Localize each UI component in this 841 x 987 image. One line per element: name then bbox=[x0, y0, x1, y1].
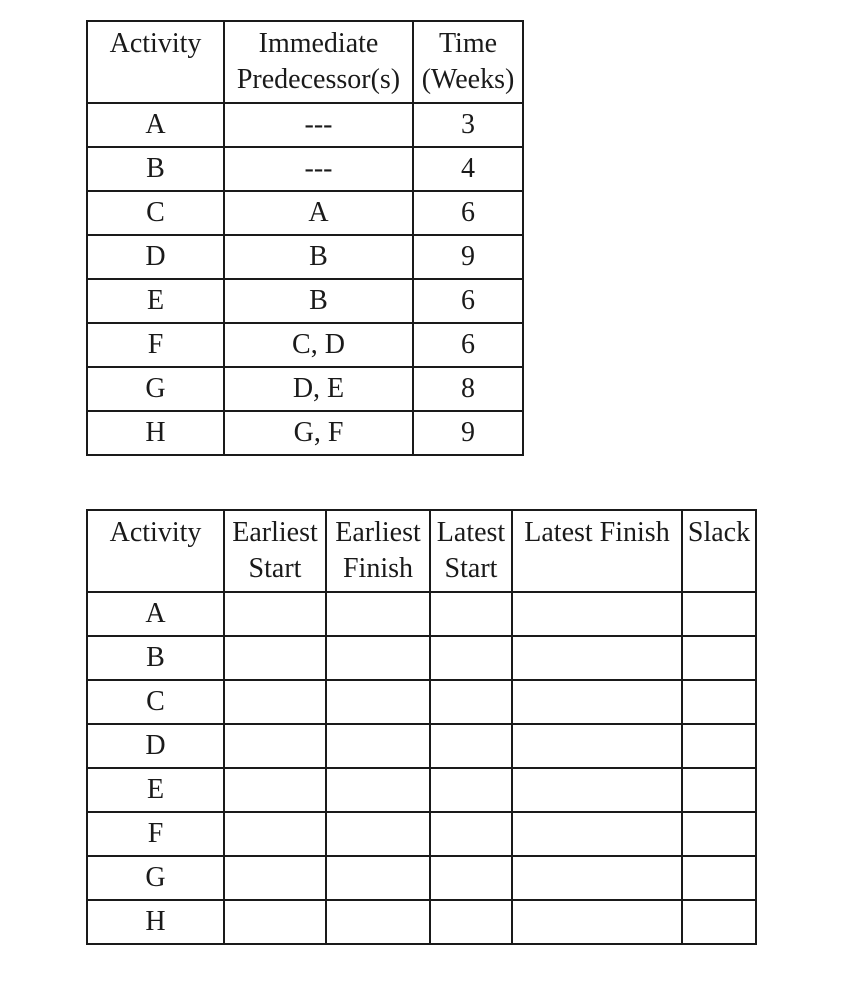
header-slack-line-1: Slack bbox=[687, 517, 751, 548]
activity-cell: D bbox=[87, 724, 224, 768]
latest-start-cell[interactable] bbox=[430, 768, 512, 812]
table-row bbox=[87, 592, 756, 636]
earliest-start-cell[interactable] bbox=[224, 900, 326, 944]
latest-start-cell[interactable] bbox=[430, 900, 512, 944]
header-ls-line-2: Start bbox=[444, 553, 498, 584]
header-earliest-start bbox=[224, 510, 326, 592]
predecessor-cell: B bbox=[224, 235, 413, 279]
earliest-finish-cell[interactable] bbox=[326, 592, 430, 636]
header-predecessors-line-2: Predecessor(s) bbox=[236, 64, 401, 95]
latest-finish-cell[interactable] bbox=[512, 724, 682, 768]
earliest-start-cell[interactable] bbox=[224, 636, 326, 680]
slack-cell[interactable] bbox=[682, 680, 756, 724]
table-row bbox=[87, 724, 756, 768]
earliest-start-cell[interactable] bbox=[224, 680, 326, 724]
table-row bbox=[87, 323, 523, 367]
header-time-line-2: (Weeks) bbox=[421, 64, 515, 95]
table-row bbox=[87, 812, 756, 856]
predecessor-cell: --- bbox=[224, 147, 413, 191]
predecessor-cell: C, D bbox=[224, 323, 413, 367]
activity-cell: C bbox=[87, 191, 224, 235]
activity-cell: H bbox=[87, 900, 224, 944]
predecessor-table bbox=[86, 20, 524, 456]
predecessor-cell: G, F bbox=[224, 411, 413, 455]
latest-finish-cell[interactable] bbox=[512, 900, 682, 944]
earliest-finish-cell[interactable] bbox=[326, 856, 430, 900]
activity-cell: B bbox=[87, 636, 224, 680]
latest-finish-cell[interactable] bbox=[512, 812, 682, 856]
latest-finish-cell[interactable] bbox=[512, 856, 682, 900]
table-row bbox=[87, 856, 756, 900]
time-cell: 6 bbox=[413, 323, 523, 367]
header-latest-finish bbox=[512, 510, 682, 592]
slack-cell[interactable] bbox=[682, 900, 756, 944]
header-es-line-2: Start bbox=[248, 553, 302, 584]
latest-start-cell[interactable] bbox=[430, 856, 512, 900]
time-cell: 9 bbox=[413, 235, 523, 279]
table-row bbox=[87, 411, 523, 455]
time-cell: 6 bbox=[413, 279, 523, 323]
activity-cell: H bbox=[87, 411, 224, 455]
slack-cell[interactable] bbox=[682, 856, 756, 900]
table-row bbox=[87, 191, 523, 235]
header-time-weeks bbox=[413, 21, 523, 103]
schedule-table bbox=[86, 509, 757, 945]
earliest-start-cell[interactable] bbox=[224, 768, 326, 812]
table-row bbox=[87, 768, 756, 812]
table-row bbox=[87, 636, 756, 680]
earliest-finish-cell[interactable] bbox=[326, 724, 430, 768]
header-ls-line-1: Latest bbox=[436, 517, 506, 548]
header-lf-line-1: Latest Finish bbox=[524, 517, 670, 548]
slack-cell[interactable] bbox=[682, 636, 756, 680]
latest-start-cell[interactable] bbox=[430, 636, 512, 680]
activity-cell: D bbox=[87, 235, 224, 279]
activity-cell: G bbox=[87, 367, 224, 411]
time-cell: 4 bbox=[413, 147, 523, 191]
activity-cell: E bbox=[87, 279, 224, 323]
latest-start-cell[interactable] bbox=[430, 812, 512, 856]
time-cell: 9 bbox=[413, 411, 523, 455]
header-slack bbox=[682, 510, 756, 592]
table-row bbox=[87, 367, 523, 411]
earliest-finish-cell[interactable] bbox=[326, 680, 430, 724]
predecessor-cell: D, E bbox=[224, 367, 413, 411]
earliest-finish-cell[interactable] bbox=[326, 812, 430, 856]
earliest-finish-cell[interactable] bbox=[326, 768, 430, 812]
latest-start-cell[interactable] bbox=[430, 724, 512, 768]
table-row bbox=[87, 279, 523, 323]
latest-finish-cell[interactable] bbox=[512, 768, 682, 812]
earliest-finish-cell[interactable] bbox=[326, 900, 430, 944]
latest-finish-cell[interactable] bbox=[512, 636, 682, 680]
predecessor-table-header-row bbox=[87, 21, 523, 103]
earliest-start-cell[interactable] bbox=[224, 812, 326, 856]
header-time-line-1: Time bbox=[438, 28, 498, 59]
table-row bbox=[87, 147, 523, 191]
table-row bbox=[87, 900, 756, 944]
table-row bbox=[87, 103, 523, 147]
slack-cell[interactable] bbox=[682, 724, 756, 768]
slack-cell[interactable] bbox=[682, 812, 756, 856]
header-ef-line-2: Finish bbox=[342, 553, 414, 584]
table-row bbox=[87, 680, 756, 724]
time-cell: 8 bbox=[413, 367, 523, 411]
time-cell: 3 bbox=[413, 103, 523, 147]
slack-cell[interactable] bbox=[682, 592, 756, 636]
predecessor-cell: B bbox=[224, 279, 413, 323]
header-activity bbox=[87, 510, 224, 592]
header-activity-line-1: Activity bbox=[109, 28, 202, 59]
slack-cell[interactable] bbox=[682, 768, 756, 812]
activity-cell: F bbox=[87, 812, 224, 856]
table-row bbox=[87, 235, 523, 279]
header-ef-line-1: Earliest bbox=[335, 517, 421, 548]
latest-start-cell[interactable] bbox=[430, 680, 512, 724]
header-activity-line-1: Activity bbox=[109, 517, 202, 548]
schedule-table-header-row bbox=[87, 510, 756, 592]
earliest-finish-cell[interactable] bbox=[326, 636, 430, 680]
latest-start-cell[interactable] bbox=[430, 592, 512, 636]
activity-cell: C bbox=[87, 680, 224, 724]
header-earliest-finish bbox=[326, 510, 430, 592]
predecessor-cell: --- bbox=[224, 103, 413, 147]
predecessor-cell: A bbox=[224, 191, 413, 235]
latest-finish-cell[interactable] bbox=[512, 680, 682, 724]
header-latest-start bbox=[430, 510, 512, 592]
time-cell: 6 bbox=[413, 191, 523, 235]
activity-cell: E bbox=[87, 768, 224, 812]
earliest-start-cell[interactable] bbox=[224, 592, 326, 636]
earliest-start-cell[interactable] bbox=[224, 724, 326, 768]
header-activity bbox=[87, 21, 224, 103]
latest-finish-cell[interactable] bbox=[512, 592, 682, 636]
earliest-start-cell[interactable] bbox=[224, 856, 326, 900]
activity-cell: F bbox=[87, 323, 224, 367]
activity-cell: A bbox=[87, 592, 224, 636]
activity-cell: G bbox=[87, 856, 224, 900]
header-es-line-1: Earliest bbox=[232, 517, 318, 548]
header-immediate-predecessors bbox=[224, 21, 413, 103]
activity-cell: B bbox=[87, 147, 224, 191]
header-predecessors-line-1: Immediate bbox=[258, 28, 379, 59]
activity-cell: A bbox=[87, 103, 224, 147]
